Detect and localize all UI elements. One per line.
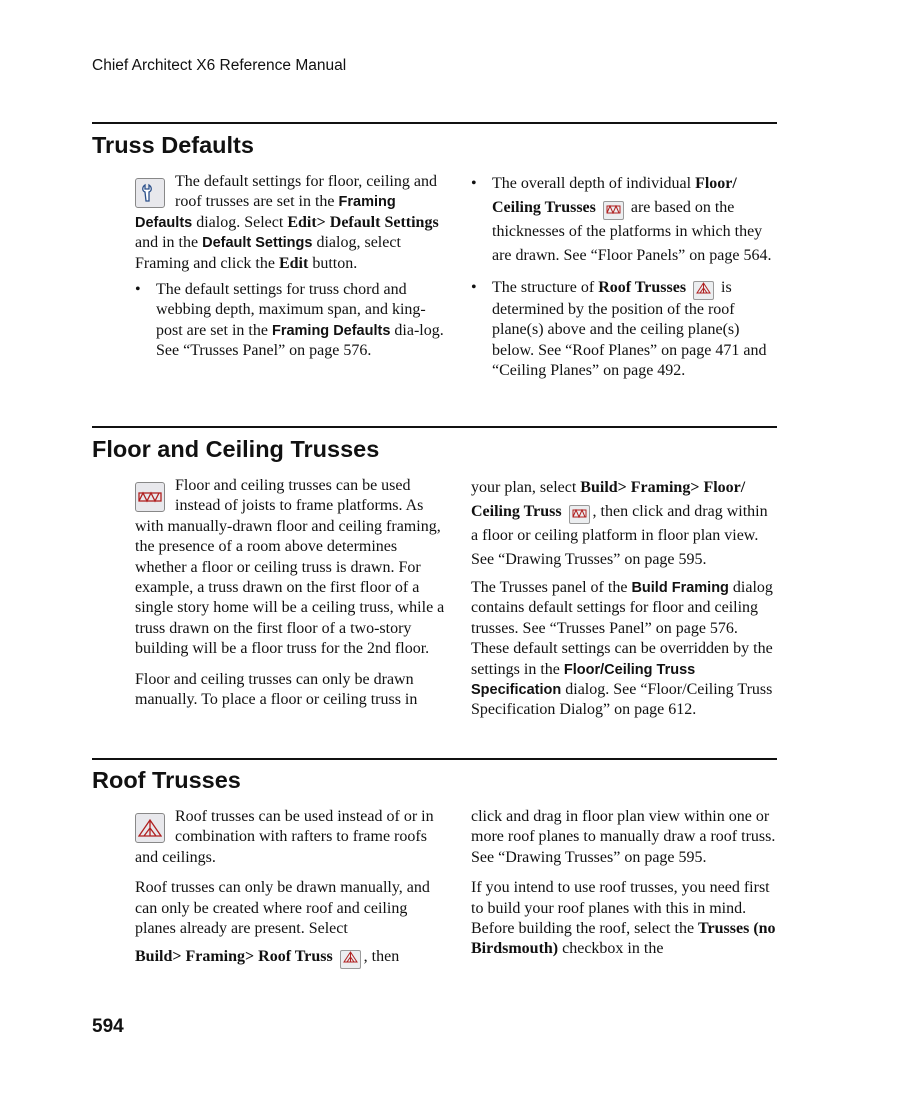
- paragraph: [135, 476, 447, 660]
- menu-path: Build> Framing> Roof Truss: [135, 948, 333, 966]
- text: The overall depth of individual: [492, 175, 696, 192]
- text: your plan, select: [471, 479, 581, 496]
- truss-defaults-right-column: [471, 172, 777, 382]
- bullet-item: [135, 280, 447, 362]
- text: is determined by the position of the roof plane(s) above and the ceiling plane(s) below. See “Roof Planes” on page 471 and “Ceiling Planes” on page 492.: [492, 279, 767, 380]
- bullet-dot: •: [471, 175, 477, 192]
- text: are based on the thicknesses of the platforms in which they are drawn. See “Floor Panels” on page 564.: [492, 199, 772, 264]
- dialog-name: Build Framing: [631, 580, 729, 596]
- text: button.: [308, 254, 358, 272]
- text: dialog. See “Floor/Ceiling Truss Specification Dialog” on page 612.: [471, 681, 773, 719]
- roof-truss-icon: [693, 281, 714, 300]
- menu-path: Ceiling Truss: [471, 503, 562, 520]
- text: , then click and drag within a floor or ceiling platform in floor plan view. See “Drawing Trusses” on page 595.: [471, 503, 768, 568]
- text: dialog contains default settings for floor and ceiling trusses. See “Trusses Panel” on page 576. These default settings can be overridden by the settings in the: [471, 579, 773, 678]
- paragraph: click and drag in floor plan view within one or more roof planes to manually draw a roof truss. See “Drawing Trusses” on page 595.: [471, 808, 776, 866]
- text: dia-log. See “Trusses Panel” on page 576.: [156, 321, 444, 360]
- checkbox-name: Trusses (no Birdsmouth): [471, 920, 776, 958]
- text: The structure of: [492, 279, 599, 296]
- heading-roof-trusses: Roof Trusses: [92, 767, 241, 793]
- dialog-name: Defaults: [135, 214, 193, 231]
- menu-path: Build> Framing> Floor/: [580, 479, 746, 496]
- paragraph: [135, 172, 447, 274]
- section-rule: [92, 758, 777, 760]
- text: checkbox in the: [558, 940, 664, 958]
- floor-truss-icon: [603, 201, 624, 220]
- button-name: Edit: [278, 254, 309, 272]
- paragraph: [471, 476, 777, 572]
- roof-truss-icon: [340, 950, 361, 969]
- text: and in the: [135, 234, 203, 252]
- dialog-name: Framing Defaults: [271, 322, 391, 339]
- running-header: Chief Architect X6 Reference Manual: [92, 57, 347, 74]
- dialog-name: Framing: [338, 194, 396, 211]
- dialog-name: Floor/Ceiling Truss Specification: [471, 661, 696, 699]
- text: The default settings for floor, ceiling: [175, 173, 410, 190]
- paragraph: [471, 878, 777, 960]
- tool-name: Floor/: [695, 175, 737, 192]
- text: If you intend to use roof trusses, you need first to build your roof planes with this in mind. Before building the roof, select the: [471, 879, 770, 938]
- text: and roof trusses are set in the: [175, 173, 437, 211]
- bullet-item: [471, 278, 777, 382]
- text: , then: [363, 948, 400, 966]
- wrench-icon: [135, 178, 165, 208]
- floor-ceiling-right-column: [471, 476, 777, 721]
- menu-path: Edit> Default: [287, 213, 381, 231]
- paragraph: [471, 578, 777, 721]
- text: The Trusses panel of the: [471, 579, 632, 596]
- text: dialog,: [312, 234, 361, 252]
- text: dialog. Select: [192, 213, 288, 231]
- text: Floor and ceiling trusses can be used instead of joists to frame platforms. As with manually-drawn floor and ceiling framing, the presence of a room above determines whether a floor or ceiling truss is drawn. For example, a truss drawn on the first floor of a single story home will be a ceiling truss, while a truss drawn on the first floor of a two-story building will be a floor truss for the 2nd floor.: [135, 477, 445, 658]
- dialog-name: Default Settings: [202, 235, 313, 252]
- text: select Framing and click the: [135, 234, 401, 272]
- bullet-dot: •: [471, 279, 477, 296]
- paragraph: [135, 945, 447, 969]
- tool-name: Roof Trusses: [598, 279, 687, 296]
- truss-defaults-left-column: [135, 172, 447, 362]
- bullet-item: [471, 172, 777, 268]
- heading-floor-ceiling-trusses: Floor and Ceiling Trusses: [92, 436, 380, 462]
- paragraph: Floor and ceiling trusses can only be drawn manually. To place a floor or ceiling truss in: [135, 670, 418, 709]
- text: The default settings for truss chord and webbing depth, maximum span, and king-post are set in the: [156, 281, 426, 339]
- roof-truss-icon: [135, 813, 165, 843]
- floor-truss-icon: [135, 482, 165, 512]
- bullet-dot: •: [135, 281, 141, 299]
- paragraph: [135, 807, 447, 868]
- floor-ceiling-left-column: [135, 476, 447, 710]
- roof-trusses-left-column: [135, 807, 447, 969]
- section-rule: [92, 426, 777, 428]
- section-rule: [92, 122, 777, 124]
- page-number: 594: [92, 1016, 124, 1037]
- text: Roof trusses can be used instead of or in combination with rafters to frame roofs and ceilings.: [135, 808, 434, 866]
- heading-truss-defaults: Truss Defaults: [92, 132, 254, 158]
- tool-name: Ceiling Trusses: [492, 199, 596, 216]
- paragraph: Roof trusses can only be drawn manually, and can only be created where roof and ceiling planes already are present. Select: [135, 879, 430, 938]
- floor-truss-icon: [569, 505, 590, 524]
- menu-path: Settings: [384, 213, 439, 231]
- roof-trusses-right-column: [471, 807, 777, 960]
